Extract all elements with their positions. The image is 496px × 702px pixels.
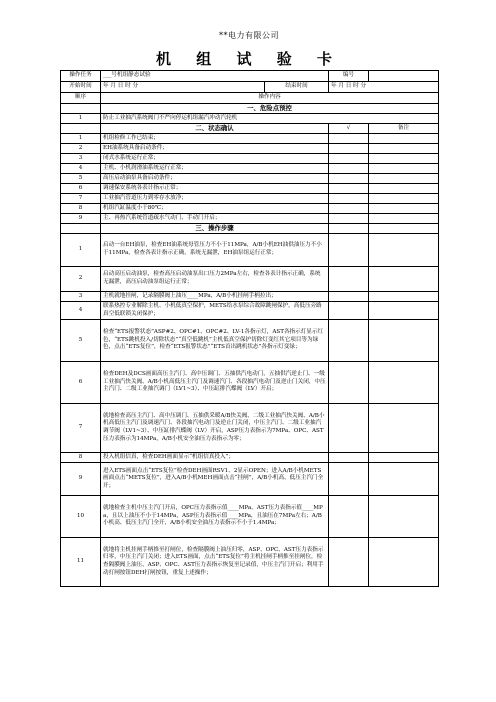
end-time-label: 结束时间 [265, 82, 329, 93]
note-cell[interactable] [369, 302, 439, 320]
section-status: 二、状态确认 [101, 124, 329, 134]
content-header: 操作内容 [101, 93, 439, 104]
row-text: 就地将主机挂闸手柄推至打闸位，检查隔膜阀上油压归零，ASP、OPC、AST压力表指示归零，中压主汽门关闭；进入ETS画面，点击“ETS复位”将主机挂闸手柄推至挂闸位，检查隔膜阀上油压、ASP、OPC、AST压力表指示恢复至记录值，中压主汽门开启；利用手动打闸按钮DEH打闸按钮，重复上述操作； [101, 538, 329, 587]
row-text: EH油系统具备启动条件； [101, 144, 329, 154]
section-steps: 三、操作步骤 [101, 224, 329, 234]
start-time-label: 开始时间 [61, 82, 101, 93]
check-cell[interactable] [329, 174, 369, 184]
note-cell[interactable] [369, 174, 439, 184]
row-number: 8 [61, 204, 101, 214]
row-text: 联系热控专业解除主机、小机低真空保护，METS给水泵综合故障跳闸保护，高低压旁路真空低联锁关闭保护； [101, 302, 329, 320]
note-cell[interactable] [369, 463, 439, 496]
card-title: 机 组 试 验 卡 [156, 50, 342, 68]
check-cell[interactable] [329, 164, 369, 174]
check-cell[interactable] [329, 134, 369, 144]
note-cell[interactable] [369, 453, 439, 463]
start-time-value: 年 月 日 时 分 [101, 82, 265, 93]
note-cell[interactable] [369, 194, 439, 204]
note-cell[interactable] [369, 234, 439, 267]
row-number: 11 [61, 538, 101, 587]
row-number: 9 [61, 463, 101, 496]
row-number: 8 [61, 453, 101, 463]
table-row [61, 496, 439, 538]
table-row [61, 538, 439, 587]
row-text: 投入机组信真，检查DEH画面显示“机组信真投入”； [101, 453, 329, 463]
row-number: 6 [61, 184, 101, 194]
table-row [61, 204, 439, 214]
end-time-value: 年 月 日 时 分 [329, 82, 439, 93]
table-row [61, 164, 439, 174]
table-row [61, 362, 439, 404]
note-cell[interactable] [369, 204, 439, 214]
table-row [61, 267, 439, 292]
company-name: **电力有限公司 [219, 31, 279, 40]
check-cell[interactable] [329, 404, 369, 453]
row-number: 9 [61, 214, 101, 224]
number-value[interactable] [369, 71, 439, 82]
task-value: ___号机组静态试验 [101, 71, 329, 82]
table-row [61, 154, 439, 164]
check-cell[interactable] [329, 292, 369, 302]
row-text: 闭式水系统运行正常； [101, 154, 329, 164]
row-number: 7 [61, 404, 101, 453]
table-row [61, 302, 439, 320]
note-header: 备注 [369, 124, 439, 134]
row-text: 调速保安系统各表计指示正常； [101, 184, 329, 194]
note-cell[interactable] [369, 404, 439, 453]
row-text: 启动高压启动油泵，检查高压启动油泵出口压力2MPa左右，检查各表计指示正确，系统无漏泄，高压启动油泵组运行正常； [101, 267, 329, 292]
row-number: 5 [61, 174, 101, 184]
table-row [61, 320, 439, 362]
row-number: 3 [61, 292, 101, 302]
table-row [61, 174, 439, 184]
section-spacer [61, 124, 101, 134]
row-text: 就地检查高压主汽门、高中压调门、五抽供采暖A/B快关阀、二级工业抽汽快关阀、A/B小机高低压主汽门及调速汽门、各段抽汽电动门及逆止门关闭，中压主汽门、二级工业抽汽调节阀（LV1~3）、中压缸排汽蝶阀（LV）开启，ASP压力表指示为7MPa、OPC、AST压力表指示为14MPa，A/B小机安全油压力表指示为零； [101, 404, 329, 453]
row-text: 高压启动油泵具备启动条件； [101, 174, 329, 184]
section-spacer [61, 224, 101, 234]
check-cell[interactable] [329, 184, 369, 194]
row-number: 2 [61, 267, 101, 292]
row-number: 4 [61, 302, 101, 320]
table-row [61, 134, 439, 144]
table-row [61, 114, 439, 124]
row-text: 启动一台EH油泵，检查EH油系统母管压力不小于11MPa，A/B小机EH油供油压力不小于11MPa，检查各表计指示正确，系统无漏泄，EH油泵组运行正常； [101, 234, 329, 267]
row-text: 工业抽汽管道压力到零存水放净； [101, 194, 329, 204]
check-cell[interactable] [329, 362, 369, 404]
row-text: 主、再热汽系统管道疏水气动门、手动门开启； [101, 214, 329, 224]
check-cell[interactable] [329, 302, 369, 320]
note-cell[interactable] [369, 214, 439, 224]
check-cell [329, 224, 369, 234]
row-text: 就地检查主机中压主汽门开启，OPC压力表指示值____MPa，AST压力表指示值____MPa，且以上油压不小于14MPa，ASP压力表指示值____MPa，且油压在7MPa左右；A/B小机高、低压主汽门全开，A/B小机安全油压力表指示不小于1.4MPa； [101, 496, 329, 538]
row-number: 7 [61, 194, 101, 204]
check-header: √ [329, 124, 369, 134]
table-row [61, 292, 439, 302]
check-cell[interactable] [329, 234, 369, 267]
note-cell[interactable] [369, 154, 439, 164]
row-text: 机组检修工作已结束； [101, 134, 329, 144]
check-cell[interactable] [329, 204, 369, 214]
table-row [61, 194, 439, 204]
row-number: 2 [61, 144, 101, 154]
test-card-table [60, 70, 439, 587]
note-cell[interactable] [369, 184, 439, 194]
table-row [61, 463, 439, 496]
section-danger: 一、危险点预控 [101, 104, 439, 114]
note-cell[interactable] [369, 292, 439, 302]
row-text: 进入ETS画面点击“ETS复位”检查DEH画面RSV1、2显示OPEN；进入A/B小机METS画面点击“METS复位”，进入A/B小机MEH画面点击“挂闸”，A/B小机高、低压主汽门全开； [101, 463, 329, 496]
note-cell[interactable] [369, 134, 439, 144]
check-cell[interactable] [329, 154, 369, 164]
check-cell[interactable] [329, 320, 369, 362]
number-label: 编号 [329, 71, 369, 82]
row-text: 主机、小机润滑油系统运行正常； [101, 164, 329, 174]
row-text: 检查“ETS报警状态”ASP#2、OPC#1、OPC#2、LV-1各指示灯，AST各指示灯显示红色，“ETS跳机投入/切除状态”“真空低跳机”主机低真空保护切除灯变红其它项目等为绿色，点击“ETS复位”，检查“ETS报警状态”“ETS首出跳机状态”各指示灯变绿； [101, 320, 329, 362]
row-number: 1 [61, 234, 101, 267]
note-cell[interactable] [369, 496, 439, 538]
section-spacer [61, 104, 101, 114]
seq-header: 顺序 [61, 93, 101, 104]
check-cell[interactable] [329, 453, 369, 463]
row-text: 机组汽缸温度小于80℃； [101, 204, 329, 214]
row-number: 4 [61, 164, 101, 174]
table-row [61, 184, 439, 194]
table-row [61, 404, 439, 453]
row-number: 6 [61, 362, 101, 404]
check-cell[interactable] [329, 496, 369, 538]
check-cell[interactable] [329, 194, 369, 204]
check-cell[interactable] [329, 144, 369, 154]
note-cell [369, 224, 439, 234]
note-cell[interactable] [369, 164, 439, 174]
check-cell[interactable] [329, 463, 369, 496]
row-text: 主机就地挂闸，记录隔膜阀上油压____MPa，A/B小机挂闸手柄拉出； [101, 292, 329, 302]
row-text: 检查DEH及DCS画面高压主汽门、高中压调门、五抽供汽电动门，五抽供汽逆止门、一级工业抽汽快关阀、A/B小机高低压主汽门及调速汽门、各段抽汽电动门及逆止门关闭，中压主汽门、二级工业抽汽调门（LV1~3）、中压缸排汽蝶阀（LV）开启； [101, 362, 329, 404]
row-number: 5 [61, 320, 101, 362]
row-number: 3 [61, 154, 101, 164]
table-row [61, 453, 439, 463]
row-number: 1 [61, 134, 101, 144]
table-row [61, 144, 439, 154]
table-row [61, 214, 439, 224]
check-cell[interactable] [329, 214, 369, 224]
task-label: 操作任务 [61, 71, 101, 82]
note-cell[interactable] [369, 144, 439, 154]
check-cell[interactable] [329, 267, 369, 292]
note-cell[interactable] [369, 538, 439, 587]
note-cell[interactable] [369, 320, 439, 362]
check-cell[interactable] [329, 538, 369, 587]
row-number: 1 [61, 114, 101, 124]
table-row [61, 234, 439, 267]
row-text: 防止工业抽汽系统阀门不严向停运机组漏汽冲动汽轮机 [101, 114, 439, 124]
row-number: 10 [61, 496, 101, 538]
note-cell[interactable] [369, 362, 439, 404]
note-cell[interactable] [369, 267, 439, 292]
